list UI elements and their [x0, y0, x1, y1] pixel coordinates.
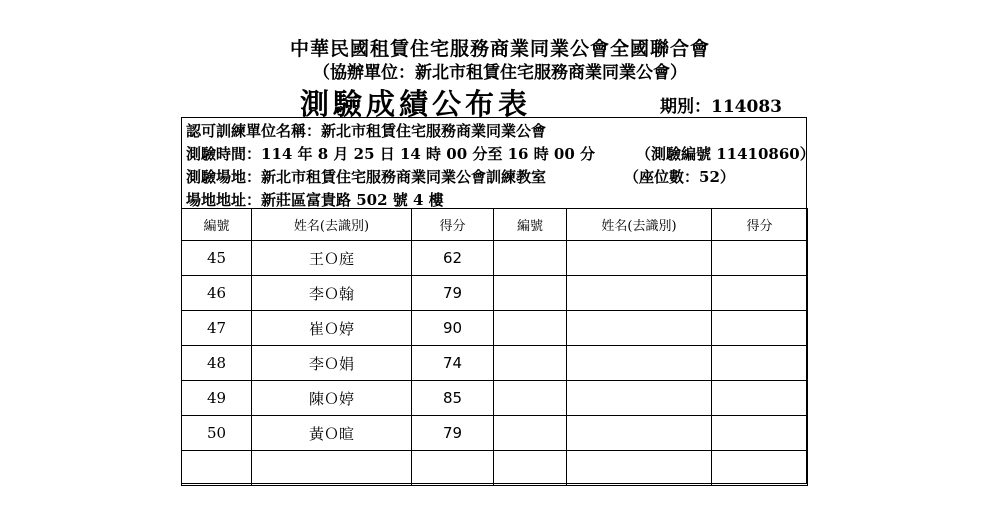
empty-cell: [494, 416, 567, 451]
row-number: 49: [182, 381, 252, 416]
row-name: 王Ｏ庭: [252, 241, 412, 276]
empty-cell: [412, 451, 494, 486]
table-row: [182, 381, 808, 416]
row-score: 79: [412, 416, 494, 451]
col-header-score: 得分: [412, 209, 494, 241]
empty-cell: [494, 311, 567, 346]
empty-cell: [252, 451, 412, 486]
empty-cell: [712, 276, 808, 311]
row-score: 74: [412, 346, 494, 381]
empty-cell: [494, 451, 567, 486]
table-row: [182, 241, 808, 276]
empty-cell: [712, 311, 808, 346]
row-number: 48: [182, 346, 252, 381]
empty-cell: [712, 416, 808, 451]
table-header-row: [182, 209, 808, 241]
col-header-score-2: 得分: [712, 209, 808, 241]
row-name: 李Ｏ娟: [252, 346, 412, 381]
row-name: 崔Ｏ婷: [252, 311, 412, 346]
empty-cell: [494, 276, 567, 311]
row-number: 46: [182, 276, 252, 311]
col-header-number-2: 編號: [494, 209, 567, 241]
co-organizer-line: （協辦單位：新北市租賃住宅服務商業同業公會）: [313, 63, 687, 83]
table-row-empty: [182, 451, 808, 486]
row-score: 90: [412, 311, 494, 346]
row-number: 50: [182, 416, 252, 451]
empty-cell: [494, 241, 567, 276]
row-score: 62: [412, 241, 494, 276]
empty-cell: [712, 346, 808, 381]
empty-cell: [567, 276, 712, 311]
exam-venue-line: 測驗場地：新北市租賃住宅服務商業同業公會訓練教室: [186, 168, 547, 186]
period-label: 期別：114083: [660, 97, 782, 117]
empty-cell: [712, 381, 808, 416]
empty-cell: [712, 241, 808, 276]
score-table: [181, 208, 808, 486]
row-number: 45: [182, 241, 252, 276]
training-unit-line: 認可訓練單位名稱：新北市租賃住宅服務商業同業公會: [186, 122, 547, 140]
empty-cell: [567, 381, 712, 416]
empty-cell: [182, 451, 252, 486]
table-row: [182, 311, 808, 346]
empty-cell: [494, 381, 567, 416]
table-row: [182, 276, 808, 311]
col-header-number: 編號: [182, 209, 252, 241]
table-row: [182, 416, 808, 451]
venue-address-line: 場地地址：新莊區富貴路 502 號 4 樓: [186, 191, 444, 209]
empty-cell: [712, 451, 808, 486]
empty-cell: [567, 451, 712, 486]
empty-cell: [567, 241, 712, 276]
organization-title: 中華民國租賃住宅服務商業同業公會全國聯合會: [289, 38, 710, 60]
row-name: 李Ｏ翰: [252, 276, 412, 311]
exam-number: （測驗編號 11410860）: [636, 145, 815, 163]
row-score: 85: [412, 381, 494, 416]
col-header-name-2: 姓名(去識別): [567, 209, 712, 241]
row-number: 47: [182, 311, 252, 346]
col-header-name: 姓名(去識別): [252, 209, 412, 241]
row-name: 黃Ｏ暄: [252, 416, 412, 451]
row-score: 79: [412, 276, 494, 311]
table-row: [182, 346, 808, 381]
row-name: 陳Ｏ婷: [252, 381, 412, 416]
empty-cell: [494, 346, 567, 381]
exam-time-line: 測驗時間：114 年 8 月 25 日 14 時 00 分至 16 時 00 分: [186, 145, 596, 163]
empty-cell: [567, 416, 712, 451]
seat-count: （座位數：52）: [624, 168, 735, 186]
empty-cell: [567, 311, 712, 346]
page-title: 測驗成績公布表: [300, 87, 532, 121]
empty-cell: [567, 346, 712, 381]
